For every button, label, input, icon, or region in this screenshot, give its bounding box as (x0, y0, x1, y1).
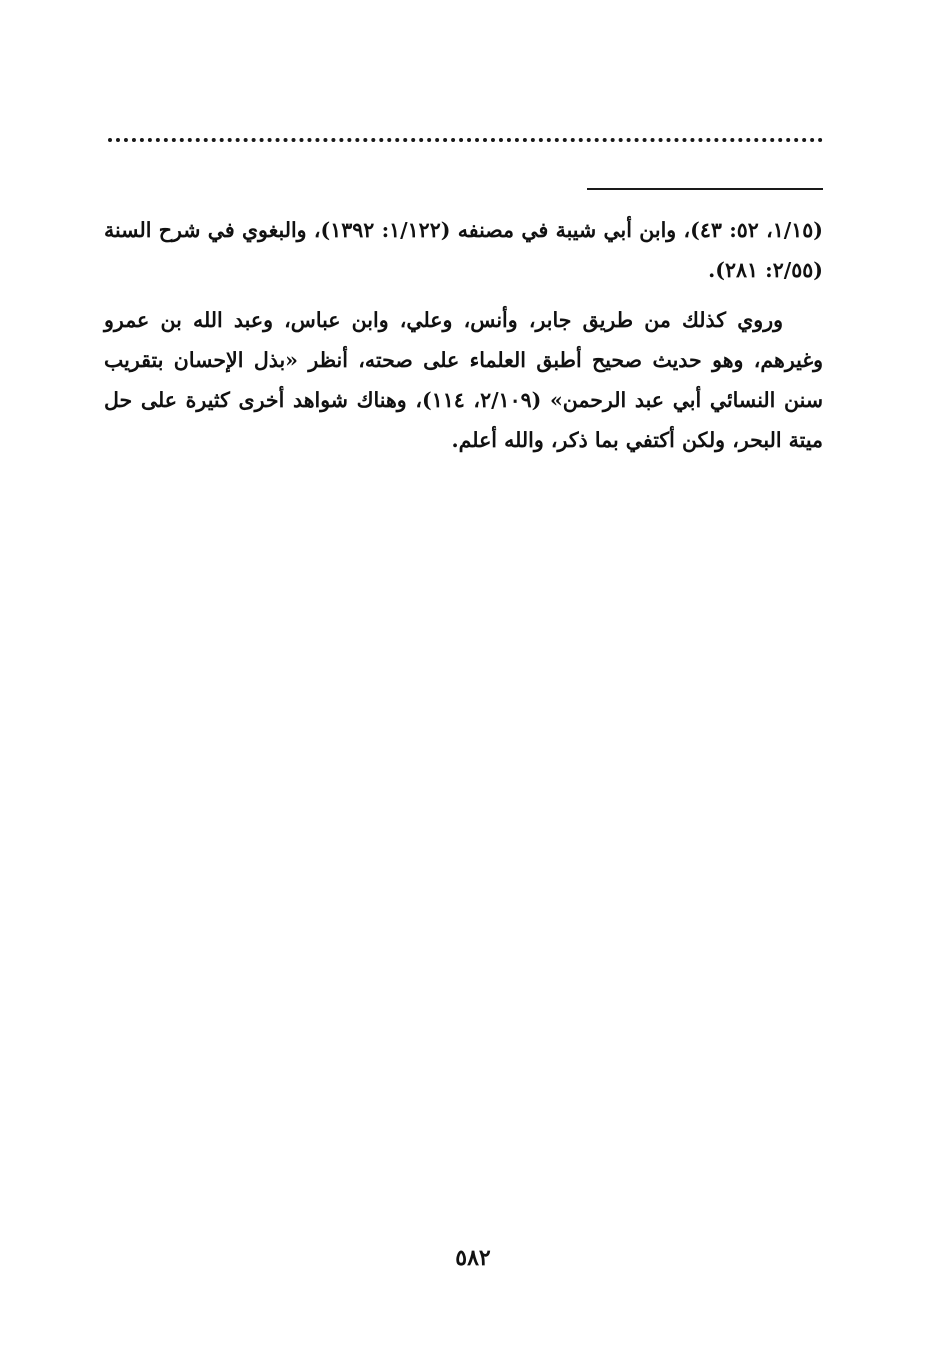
footnote-separator (587, 188, 823, 190)
footnote-text: (١/١٥، ٥٢: ٤٣)، وابن أبي شيبة في مصنفه (١/١٢٢: ١٣٩٢)، والبغوي في شرح السنة (٢/٥٥: ٢٨١). (104, 218, 823, 282)
page-number: ٥٨٢ (455, 1245, 491, 1271)
body-paragraph: وروي كذلك من طريق جابر، وأنس، وعلي، وابن عباس، وعبد الله بن عمرو وغيرهم، وهو حديث صحيح أطبق العلماء على صحته، أنظر «بذل الإحسان بتقريب سنن النسائي أبي عبد الرحمن» (٢/١٠٩، ١١٤)، وهناك شواهد أخرى كثيرة على حل ميتة البحر، ولكن أكتفي بما ذكر، والله أعلم. (104, 308, 823, 452)
dotted-separator (108, 138, 823, 142)
